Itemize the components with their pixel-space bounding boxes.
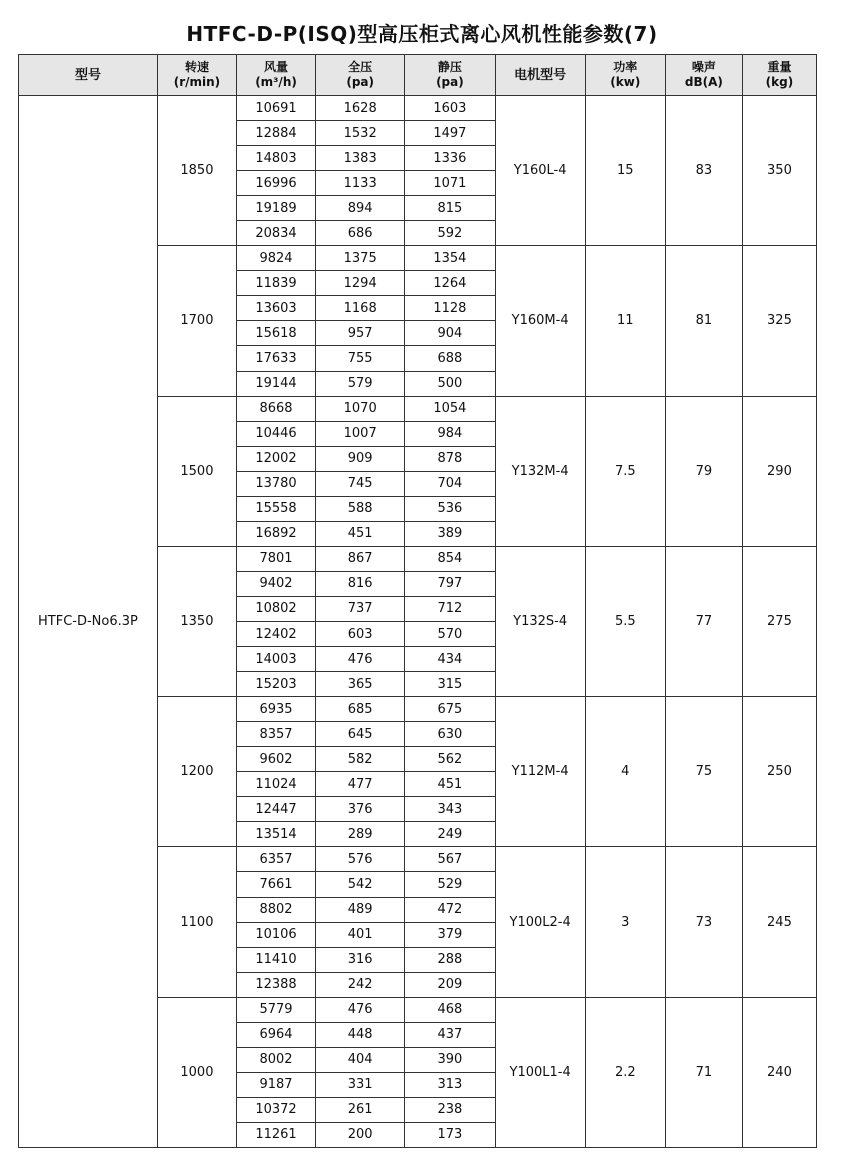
total-pressure-cell: 1133	[316, 171, 405, 196]
total-pressure-cell: 686	[316, 221, 405, 246]
weight-cell: 325	[742, 246, 816, 396]
speed-cell: 1500	[157, 396, 236, 546]
weight-cell: 250	[742, 697, 816, 847]
static-pressure-cell: 567	[405, 847, 495, 872]
flow-cell: 11839	[236, 271, 315, 296]
header-flow	[236, 55, 315, 96]
speed-cell: 1100	[157, 847, 236, 997]
total-pressure-cell: 365	[316, 672, 405, 697]
static-pressure-cell: 389	[405, 521, 495, 546]
motor-cell: Y160L-4	[495, 96, 585, 246]
static-pressure-cell: 500	[405, 371, 495, 396]
header-flow-unit: (m³/h)	[255, 75, 297, 89]
static-pressure-cell: 313	[405, 1072, 495, 1097]
total-pressure-cell: 588	[316, 496, 405, 521]
header-static-pressure	[405, 55, 495, 96]
page-title: HTFC-D-P(ISQ)型高压柜式离心风机性能参数(7)	[186, 22, 658, 46]
flow-cell: 19144	[236, 371, 315, 396]
total-pressure-cell: 376	[316, 797, 405, 822]
flow-cell: 10802	[236, 596, 315, 621]
header-row	[19, 55, 817, 96]
header-model	[19, 55, 158, 96]
header-total-pressure	[316, 55, 405, 96]
flow-cell: 12002	[236, 446, 315, 471]
total-pressure-cell: 576	[316, 847, 405, 872]
total-pressure-cell: 1007	[316, 421, 405, 446]
motor-cell: Y160M-4	[495, 246, 585, 396]
header-static-label: 静压	[437, 60, 462, 74]
flow-cell: 13514	[236, 822, 315, 847]
speed-cell: 1700	[157, 246, 236, 396]
noise-cell: 71	[665, 997, 742, 1147]
flow-cell: 11261	[236, 1122, 315, 1147]
power-cell: 15	[585, 96, 665, 246]
total-pressure-cell: 476	[316, 997, 405, 1022]
static-pressure-cell: 688	[405, 346, 495, 371]
static-pressure-cell: 437	[405, 1022, 495, 1047]
flow-cell: 14803	[236, 146, 315, 171]
static-pressure-cell: 704	[405, 471, 495, 496]
static-pressure-cell: 379	[405, 922, 495, 947]
static-pressure-cell: 562	[405, 747, 495, 772]
motor-cell: Y112M-4	[495, 697, 585, 847]
motor-cell: Y100L1-4	[495, 997, 585, 1147]
static-pressure-cell: 1071	[405, 171, 495, 196]
flow-cell: 15558	[236, 496, 315, 521]
static-pressure-cell: 472	[405, 897, 495, 922]
header-weight-unit: (kg)	[765, 75, 794, 89]
flow-cell: 10691	[236, 96, 315, 121]
header-noise	[665, 55, 742, 96]
weight-cell: 240	[742, 997, 816, 1147]
total-pressure-cell: 645	[316, 722, 405, 747]
total-pressure-cell: 261	[316, 1097, 405, 1122]
header-speed-unit: (r/min)	[173, 75, 221, 89]
flow-cell: 7661	[236, 872, 315, 897]
static-pressure-cell: 451	[405, 772, 495, 797]
total-pressure-cell: 1294	[316, 271, 405, 296]
flow-cell: 8002	[236, 1047, 315, 1072]
total-pressure-cell: 579	[316, 371, 405, 396]
total-pressure-cell: 200	[316, 1122, 405, 1147]
flow-cell: 6964	[236, 1022, 315, 1047]
motor-cell: Y132M-4	[495, 396, 585, 546]
noise-cell: 79	[665, 396, 742, 546]
flow-cell: 9402	[236, 571, 315, 596]
table-body	[19, 96, 817, 1148]
static-pressure-cell: 1264	[405, 271, 495, 296]
static-pressure-cell: 675	[405, 697, 495, 722]
total-pressure-cell: 476	[316, 647, 405, 672]
total-pressure-cell: 1375	[316, 246, 405, 271]
flow-cell: 8357	[236, 722, 315, 747]
flow-cell: 9602	[236, 747, 315, 772]
header-speed-label: 转速	[184, 60, 209, 74]
table-row	[19, 96, 817, 121]
static-pressure-cell: 288	[405, 947, 495, 972]
header-static-unit: (pa)	[436, 75, 464, 89]
total-pressure-cell: 582	[316, 747, 405, 772]
flow-cell: 20834	[236, 221, 315, 246]
header-total-unit: (pa)	[346, 75, 374, 89]
speed-cell: 1350	[157, 546, 236, 696]
static-pressure-cell: 984	[405, 421, 495, 446]
flow-cell: 6357	[236, 847, 315, 872]
static-pressure-cell: 249	[405, 822, 495, 847]
static-pressure-cell: 815	[405, 196, 495, 221]
flow-cell: 9187	[236, 1072, 315, 1097]
flow-cell: 15203	[236, 672, 315, 697]
static-pressure-cell: 529	[405, 872, 495, 897]
total-pressure-cell: 404	[316, 1047, 405, 1072]
power-cell: 7.5	[585, 396, 665, 546]
noise-cell: 73	[665, 847, 742, 997]
header-total-label: 全压	[348, 60, 373, 74]
header-model-label: 型号	[74, 67, 101, 83]
total-pressure-cell: 1168	[316, 296, 405, 321]
power-cell: 11	[585, 246, 665, 396]
flow-cell: 9824	[236, 246, 315, 271]
noise-cell: 83	[665, 96, 742, 246]
header-power-unit: (kw)	[610, 75, 641, 89]
noise-cell: 77	[665, 546, 742, 696]
static-pressure-cell: 536	[405, 496, 495, 521]
noise-cell: 75	[665, 697, 742, 847]
header-noise-unit: dB(A)	[684, 75, 723, 89]
static-pressure-cell: 592	[405, 221, 495, 246]
power-cell: 2.2	[585, 997, 665, 1147]
weight-cell: 350	[742, 96, 816, 246]
total-pressure-cell: 603	[316, 621, 405, 646]
static-pressure-cell: 630	[405, 722, 495, 747]
flow-cell: 8668	[236, 396, 315, 421]
total-pressure-cell: 289	[316, 822, 405, 847]
static-pressure-cell: 209	[405, 972, 495, 997]
static-pressure-cell: 1497	[405, 121, 495, 146]
flow-cell: 12388	[236, 972, 315, 997]
flow-cell: 6935	[236, 697, 315, 722]
flow-cell: 12447	[236, 797, 315, 822]
static-pressure-cell: 238	[405, 1097, 495, 1122]
speed-cell: 1000	[157, 997, 236, 1147]
total-pressure-cell: 1383	[316, 146, 405, 171]
total-pressure-cell: 448	[316, 1022, 405, 1047]
flow-cell: 19189	[236, 196, 315, 221]
static-pressure-cell: 173	[405, 1122, 495, 1147]
flow-cell: 10106	[236, 922, 315, 947]
static-pressure-cell: 343	[405, 797, 495, 822]
static-pressure-cell: 390	[405, 1047, 495, 1072]
total-pressure-cell: 1532	[316, 121, 405, 146]
total-pressure-cell: 685	[316, 697, 405, 722]
total-pressure-cell: 867	[316, 546, 405, 571]
header-motor	[495, 55, 585, 96]
power-cell: 5.5	[585, 546, 665, 696]
total-pressure-cell: 745	[316, 471, 405, 496]
total-pressure-cell: 451	[316, 521, 405, 546]
flow-cell: 11024	[236, 772, 315, 797]
static-pressure-cell: 468	[405, 997, 495, 1022]
header-noise-label: 噪声	[691, 60, 716, 74]
flow-cell: 5779	[236, 997, 315, 1022]
static-pressure-cell: 315	[405, 672, 495, 697]
total-pressure-cell: 401	[316, 922, 405, 947]
flow-cell: 10372	[236, 1097, 315, 1122]
flow-cell: 16996	[236, 171, 315, 196]
speed-cell: 1200	[157, 697, 236, 847]
total-pressure-cell: 331	[316, 1072, 405, 1097]
static-pressure-cell: 878	[405, 446, 495, 471]
header-power	[585, 55, 665, 96]
total-pressure-cell: 542	[316, 872, 405, 897]
flow-cell: 8802	[236, 897, 315, 922]
header-power-label: 功率	[613, 60, 638, 74]
static-pressure-cell: 904	[405, 321, 495, 346]
flow-cell: 12402	[236, 621, 315, 646]
weight-cell: 245	[742, 847, 816, 997]
flow-cell: 11410	[236, 947, 315, 972]
total-pressure-cell: 957	[316, 321, 405, 346]
total-pressure-cell: 816	[316, 571, 405, 596]
static-pressure-cell: 434	[405, 647, 495, 672]
total-pressure-cell: 1628	[316, 96, 405, 121]
flow-cell: 12884	[236, 121, 315, 146]
weight-cell: 275	[742, 546, 816, 696]
total-pressure-cell: 477	[316, 772, 405, 797]
total-pressure-cell: 737	[316, 596, 405, 621]
static-pressure-cell: 1128	[405, 296, 495, 321]
header-motor-label: 电机型号	[514, 67, 567, 83]
static-pressure-cell: 1054	[405, 396, 495, 421]
static-pressure-cell: 797	[405, 571, 495, 596]
flow-cell: 7801	[236, 546, 315, 571]
header-weight-label: 重量	[767, 60, 792, 74]
header-speed	[157, 55, 236, 96]
flow-cell: 15618	[236, 321, 315, 346]
static-pressure-cell: 570	[405, 621, 495, 646]
static-pressure-cell: 1336	[405, 146, 495, 171]
speed-cell: 1850	[157, 96, 236, 246]
weight-cell: 290	[742, 396, 816, 546]
total-pressure-cell: 1070	[316, 396, 405, 421]
total-pressure-cell: 909	[316, 446, 405, 471]
motor-cell: Y100L2-4	[495, 847, 585, 997]
flow-cell: 13780	[236, 471, 315, 496]
total-pressure-cell: 242	[316, 972, 405, 997]
power-cell: 3	[585, 847, 665, 997]
header-weight	[742, 55, 816, 96]
flow-cell: 10446	[236, 421, 315, 446]
noise-cell: 81	[665, 246, 742, 396]
flow-cell: 16892	[236, 521, 315, 546]
flow-cell: 13603	[236, 296, 315, 321]
total-pressure-cell: 316	[316, 947, 405, 972]
total-pressure-cell: 894	[316, 196, 405, 221]
motor-cell: Y132S-4	[495, 546, 585, 696]
static-pressure-cell: 712	[405, 596, 495, 621]
static-pressure-cell: 854	[405, 546, 495, 571]
total-pressure-cell: 489	[316, 897, 405, 922]
total-pressure-cell: 755	[316, 346, 405, 371]
performance-table	[18, 54, 817, 1148]
static-pressure-cell: 1354	[405, 246, 495, 271]
model-cell: HTFC-D-No6.3P	[19, 96, 158, 1148]
flow-cell: 14003	[236, 647, 315, 672]
header-flow-label: 风量	[264, 60, 289, 74]
static-pressure-cell: 1603	[405, 96, 495, 121]
power-cell: 4	[585, 697, 665, 847]
flow-cell: 17633	[236, 346, 315, 371]
